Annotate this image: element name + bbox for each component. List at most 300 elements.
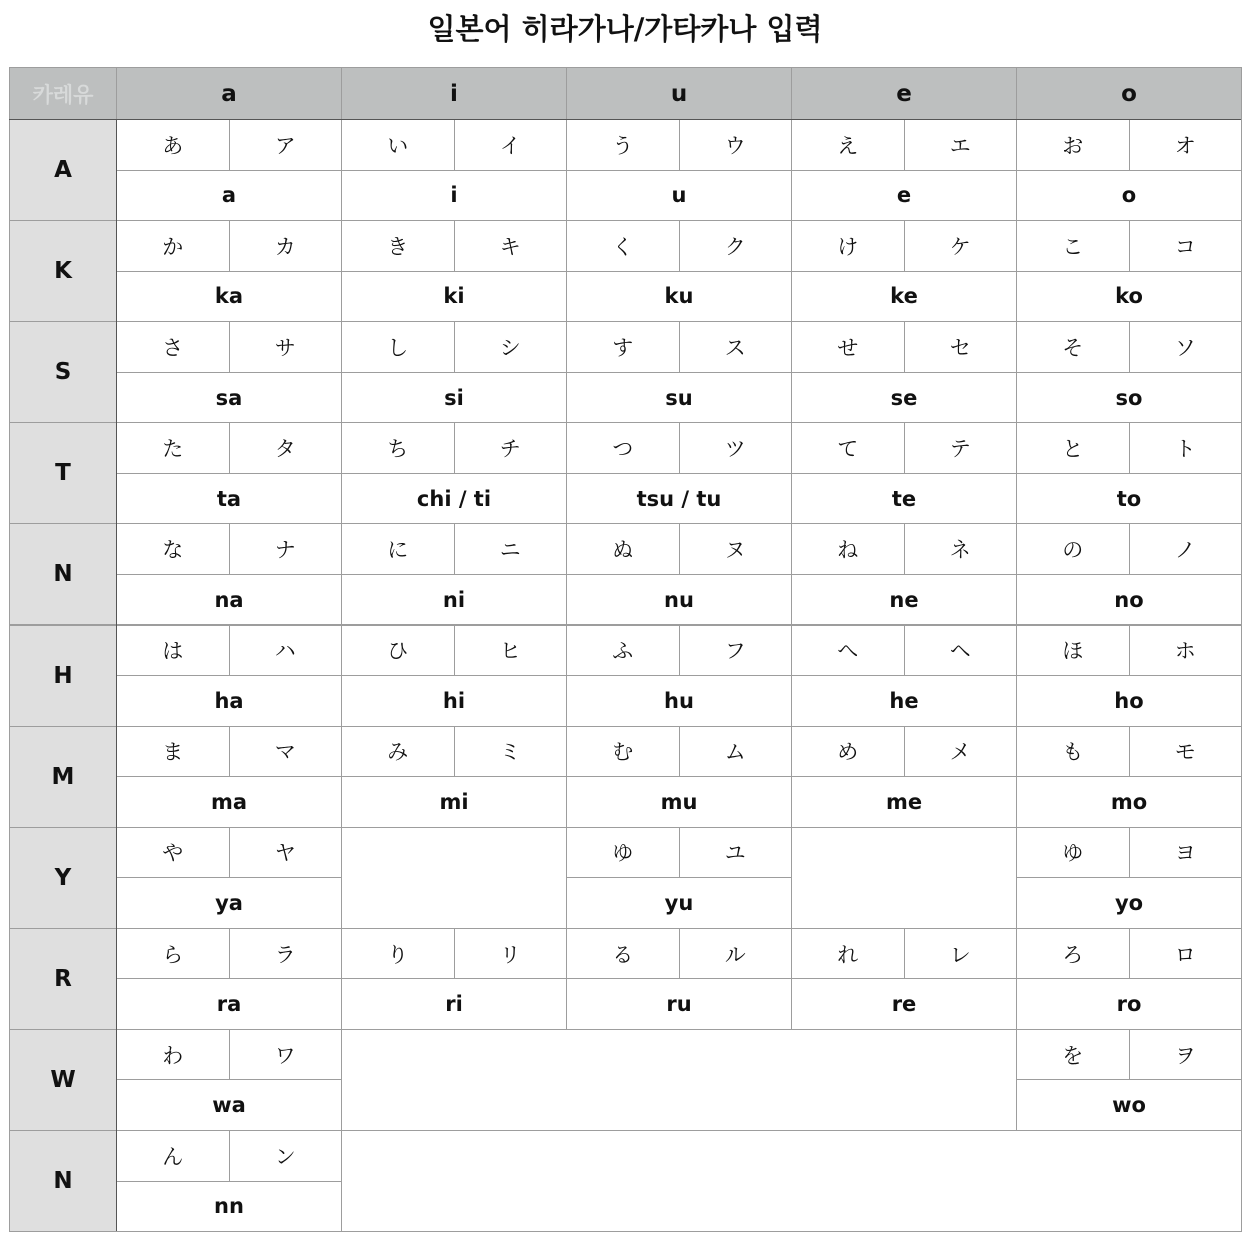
romaji-cell xyxy=(1016,473,1242,525)
katakana-cell-text: ノ xyxy=(1174,538,1196,563)
katakana-cell xyxy=(1129,625,1243,677)
row-label-text: S xyxy=(54,359,72,386)
hiragana-cell xyxy=(1016,827,1130,879)
katakana-cell xyxy=(1129,827,1243,879)
hiragana-cell xyxy=(116,1029,230,1081)
hiragana-cell-text: さ xyxy=(162,335,184,360)
romaji-cell-text: to xyxy=(1116,486,1142,511)
romaji-cell-text: te xyxy=(891,486,917,511)
romaji-cell xyxy=(1016,776,1242,828)
hiragana-cell xyxy=(566,726,680,778)
hiragana-cell-text: す xyxy=(612,335,634,360)
hiragana-cell-text: こ xyxy=(1062,234,1084,259)
empty-cell xyxy=(341,1130,1242,1232)
romaji-cell xyxy=(116,372,342,424)
romaji-cell xyxy=(791,372,1017,424)
romaji-cell-text: ru xyxy=(666,992,692,1017)
hiragana-cell xyxy=(116,928,230,980)
katakana-cell-text: マ xyxy=(274,740,296,765)
hiragana-cell-text: む xyxy=(612,740,634,765)
romaji-cell-text: ro xyxy=(1116,992,1142,1017)
katakana-cell-text: セ xyxy=(949,335,971,360)
romaji-cell xyxy=(341,473,567,525)
label-column-divider xyxy=(116,119,117,1231)
hiragana-cell-text: も xyxy=(1062,740,1084,765)
katakana-cell xyxy=(454,422,568,474)
katakana-cell-text: メ xyxy=(949,740,971,765)
romaji-cell xyxy=(116,473,342,525)
romaji-cell xyxy=(791,574,1017,626)
romaji-cell xyxy=(566,170,792,222)
column-header-a-text: a xyxy=(221,80,237,107)
katakana-cell-text: ホ xyxy=(1174,639,1196,664)
romaji-cell-text: nn xyxy=(214,1194,244,1219)
row-label xyxy=(9,220,117,322)
hiragana-cell-text: け xyxy=(837,234,859,259)
hiragana-cell xyxy=(1016,321,1130,373)
row-label xyxy=(9,321,117,423)
hiragana-cell xyxy=(1016,928,1130,980)
romaji-cell-text: so xyxy=(1115,385,1143,410)
kana-input-table xyxy=(9,67,1242,1231)
romaji-cell xyxy=(791,675,1017,727)
romaji-cell xyxy=(566,372,792,424)
romaji-cell-text: ke xyxy=(890,284,918,309)
katakana-cell-text: イ xyxy=(499,133,521,158)
hiragana-cell xyxy=(791,523,905,575)
column-header-i xyxy=(341,67,567,120)
katakana-cell-text: ル xyxy=(724,942,746,967)
katakana-cell xyxy=(1129,119,1243,171)
hiragana-cell-text: ゆ xyxy=(612,841,634,866)
hiragana-cell-text: ま xyxy=(162,740,184,765)
row-label xyxy=(9,1029,117,1131)
row-label xyxy=(9,928,117,1030)
katakana-cell xyxy=(904,523,1018,575)
empty-cell xyxy=(341,827,567,929)
romaji-cell xyxy=(566,978,792,1030)
romaji-cell-text: mo xyxy=(1110,789,1148,814)
katakana-cell xyxy=(1129,1029,1243,1081)
katakana-cell-text: ヤ xyxy=(274,841,296,866)
romaji-cell xyxy=(1016,675,1242,727)
corner-header-text: 카레유 xyxy=(32,82,94,107)
hiragana-cell xyxy=(566,119,680,171)
hiragana-cell xyxy=(791,119,905,171)
katakana-cell xyxy=(229,1029,343,1081)
katakana-cell-text: ヌ xyxy=(724,538,746,563)
hiragana-cell-text: と xyxy=(1062,437,1084,462)
katakana-cell xyxy=(454,220,568,272)
romaji-cell xyxy=(116,776,342,828)
column-header-u-text: u xyxy=(670,80,688,107)
katakana-cell xyxy=(1129,422,1243,474)
hiragana-cell-text: ん xyxy=(162,1144,184,1169)
hiragana-cell-text: い xyxy=(387,133,409,158)
katakana-cell xyxy=(454,119,568,171)
hiragana-cell-text: せ xyxy=(837,335,859,360)
corner-header xyxy=(9,67,117,120)
empty-cell xyxy=(341,1029,1017,1131)
hiragana-cell-text: な xyxy=(162,538,184,563)
hiragana-cell-text: つ xyxy=(612,437,634,462)
katakana-cell xyxy=(904,422,1018,474)
hiragana-cell-text: ほ xyxy=(1062,639,1084,664)
katakana-cell-text: ヘ xyxy=(949,639,971,664)
romaji-cell-text: yo xyxy=(1114,891,1144,916)
row-label xyxy=(9,523,117,625)
romaji-cell-text: me xyxy=(885,789,923,814)
romaji-cell-text: na xyxy=(214,587,244,612)
hiragana-cell-text: お xyxy=(1062,133,1084,158)
katakana-cell-text: レ xyxy=(949,942,971,967)
katakana-cell xyxy=(904,928,1018,980)
hiragana-cell-text: を xyxy=(1062,1043,1084,1068)
hiragana-cell-text: や xyxy=(162,841,184,866)
hiragana-cell xyxy=(341,422,455,474)
katakana-cell xyxy=(454,523,568,575)
katakana-cell xyxy=(904,321,1018,373)
romaji-cell xyxy=(566,877,792,929)
katakana-cell-text: エ xyxy=(949,133,971,158)
romaji-cell xyxy=(116,978,342,1030)
katakana-cell-text: ヒ xyxy=(499,639,521,664)
empty-cell xyxy=(791,827,1017,929)
romaji-cell xyxy=(116,271,342,323)
hiragana-cell xyxy=(566,625,680,677)
katakana-cell xyxy=(679,321,793,373)
hiragana-cell-text: は xyxy=(162,639,184,664)
romaji-cell-text: ha xyxy=(214,688,244,713)
katakana-cell xyxy=(679,523,793,575)
romaji-cell-text: he xyxy=(889,688,919,713)
romaji-cell-text: e xyxy=(896,183,912,208)
row-label-text: R xyxy=(54,965,72,992)
romaji-cell-text: ta xyxy=(216,486,242,511)
hiragana-cell-text: か xyxy=(162,234,184,259)
row-label xyxy=(9,726,117,828)
romaji-cell-text: ma xyxy=(210,789,248,814)
katakana-cell-text: ケ xyxy=(949,234,971,259)
hiragana-cell-text: し xyxy=(387,335,409,360)
hiragana-cell xyxy=(341,220,455,272)
hiragana-cell xyxy=(791,625,905,677)
katakana-cell-text: ソ xyxy=(1174,335,1196,360)
hiragana-cell xyxy=(1016,1029,1130,1081)
katakana-cell xyxy=(229,1130,343,1182)
katakana-cell-text: ニ xyxy=(499,538,521,563)
hiragana-cell-text: ゆ xyxy=(1062,841,1084,866)
katakana-cell-text: チ xyxy=(499,437,521,462)
katakana-cell-text: ワ xyxy=(274,1043,296,1068)
column-header-a xyxy=(116,67,342,120)
romaji-cell-text: mu xyxy=(660,789,698,814)
hiragana-cell xyxy=(566,523,680,575)
row-label-text: N xyxy=(53,1168,73,1195)
katakana-cell xyxy=(229,625,343,677)
hiragana-cell-text: た xyxy=(162,437,184,462)
hiragana-cell xyxy=(341,321,455,373)
hiragana-cell-text: あ xyxy=(162,133,184,158)
row-label xyxy=(9,1130,117,1232)
hiragana-cell-text: ふ xyxy=(612,639,634,664)
katakana-cell xyxy=(229,928,343,980)
romaji-cell xyxy=(566,271,792,323)
row-label-text: N xyxy=(53,561,73,588)
column-header-o-text: o xyxy=(1121,80,1137,107)
katakana-cell-text: カ xyxy=(274,234,296,259)
romaji-cell-text: wa xyxy=(212,1093,246,1118)
romaji-cell xyxy=(341,372,567,424)
romaji-cell-text: hu xyxy=(664,688,694,713)
row-label-text: M xyxy=(51,763,75,790)
romaji-cell xyxy=(341,170,567,222)
romaji-cell-text: ni xyxy=(442,587,466,612)
katakana-cell-text: オ xyxy=(1174,133,1196,158)
hiragana-cell xyxy=(341,625,455,677)
row-label-text: Y xyxy=(54,864,72,891)
row-label xyxy=(9,625,117,727)
hiragana-cell-text: み xyxy=(387,740,409,765)
katakana-cell xyxy=(679,625,793,677)
romaji-cell-text: o xyxy=(1121,183,1137,208)
romaji-cell-text: mi xyxy=(439,789,469,814)
katakana-cell-text: ウ xyxy=(724,133,746,158)
hiragana-cell xyxy=(116,625,230,677)
katakana-cell xyxy=(1129,220,1243,272)
hiragana-cell-text: き xyxy=(387,234,409,259)
romaji-cell xyxy=(116,170,342,222)
romaji-cell xyxy=(1016,978,1242,1030)
katakana-cell xyxy=(679,119,793,171)
romaji-cell-text: si xyxy=(444,385,464,410)
romaji-cell-text: ki xyxy=(443,284,465,309)
romaji-cell xyxy=(341,574,567,626)
romaji-cell xyxy=(116,574,342,626)
hiragana-cell-text: の xyxy=(1062,538,1084,563)
katakana-cell-text: ロ xyxy=(1174,942,1196,967)
katakana-cell xyxy=(1129,321,1243,373)
katakana-cell-text: リ xyxy=(499,942,521,967)
hiragana-cell-text: ち xyxy=(387,437,409,462)
hiragana-cell-text: ら xyxy=(162,942,184,967)
romaji-cell xyxy=(341,776,567,828)
katakana-cell-text: ハ xyxy=(274,639,296,664)
hiragana-cell-text: へ xyxy=(837,639,859,664)
hiragana-cell xyxy=(791,422,905,474)
hiragana-cell xyxy=(116,726,230,778)
romaji-cell xyxy=(1016,372,1242,424)
hiragana-cell-text: ね xyxy=(837,538,859,563)
katakana-cell-text: コ xyxy=(1174,234,1196,259)
column-header-e-text: e xyxy=(896,80,912,107)
katakana-cell xyxy=(679,928,793,980)
hiragana-cell-text: わ xyxy=(162,1043,184,1068)
row-label-text: T xyxy=(55,460,71,487)
romaji-cell-text: ri xyxy=(445,992,463,1017)
hiragana-cell xyxy=(1016,220,1130,272)
romaji-cell-text: u xyxy=(671,183,687,208)
column-header-i-text: i xyxy=(450,80,458,107)
katakana-cell-text: ツ xyxy=(724,437,746,462)
katakana-cell xyxy=(229,827,343,879)
hiragana-cell xyxy=(116,220,230,272)
romaji-cell xyxy=(1016,170,1242,222)
hiragana-cell xyxy=(116,119,230,171)
katakana-cell-text: ヨ xyxy=(1174,841,1196,866)
hiragana-cell xyxy=(116,1130,230,1182)
hiragana-cell xyxy=(341,928,455,980)
romaji-cell xyxy=(1016,1079,1242,1131)
romaji-cell xyxy=(791,271,1017,323)
row-label-text: A xyxy=(54,157,72,184)
katakana-cell-text: ン xyxy=(274,1144,296,1169)
romaji-cell xyxy=(341,271,567,323)
hiragana-cell xyxy=(566,321,680,373)
katakana-cell xyxy=(229,321,343,373)
katakana-cell xyxy=(904,625,1018,677)
hiragana-cell xyxy=(1016,523,1130,575)
hiragana-cell xyxy=(116,422,230,474)
katakana-cell-text: ラ xyxy=(274,942,296,967)
hiragana-cell-text: う xyxy=(612,133,634,158)
romaji-cell-text: a xyxy=(221,183,237,208)
katakana-cell xyxy=(1129,928,1243,980)
hiragana-cell xyxy=(566,928,680,980)
hiragana-cell xyxy=(341,119,455,171)
katakana-cell-text: ム xyxy=(724,740,746,765)
katakana-cell xyxy=(904,220,1018,272)
romaji-cell xyxy=(341,978,567,1030)
hiragana-cell-text: る xyxy=(612,942,634,967)
hiragana-cell xyxy=(1016,726,1130,778)
page-title: 일본어 히라가나/가타카나 입력 xyxy=(427,12,823,46)
katakana-cell-text: シ xyxy=(499,335,521,360)
column-header-u xyxy=(566,67,792,120)
romaji-cell xyxy=(1016,271,1242,323)
romaji-cell-text: ka xyxy=(214,284,244,309)
katakana-cell xyxy=(229,726,343,778)
katakana-cell-text: フ xyxy=(724,639,746,664)
romaji-cell xyxy=(791,170,1017,222)
katakana-cell xyxy=(904,726,1018,778)
hiragana-cell xyxy=(1016,422,1130,474)
katakana-cell-text: タ xyxy=(274,437,296,462)
romaji-cell-text: no xyxy=(1114,587,1144,612)
romaji-cell xyxy=(791,473,1017,525)
katakana-cell-text: ス xyxy=(724,335,746,360)
romaji-cell-text: ho xyxy=(1114,688,1144,713)
hiragana-cell-text: く xyxy=(612,234,634,259)
hiragana-cell xyxy=(791,220,905,272)
row-label xyxy=(9,827,117,929)
romaji-cell-text: ra xyxy=(216,992,242,1017)
romaji-cell-text: ku xyxy=(664,284,694,309)
katakana-cell xyxy=(454,625,568,677)
romaji-cell xyxy=(791,978,1017,1030)
katakana-cell-text: ク xyxy=(724,234,746,259)
katakana-cell-text: ト xyxy=(1174,437,1196,462)
hiragana-cell-text: て xyxy=(837,437,859,462)
romaji-cell xyxy=(566,473,792,525)
romaji-cell-text: su xyxy=(665,385,693,410)
romaji-cell-text: yu xyxy=(664,891,694,916)
katakana-cell-text: モ xyxy=(1174,740,1196,765)
katakana-cell xyxy=(679,422,793,474)
romaji-cell xyxy=(116,675,342,727)
katakana-cell xyxy=(679,827,793,879)
katakana-cell xyxy=(1129,523,1243,575)
katakana-cell xyxy=(904,119,1018,171)
romaji-cell-text: ko xyxy=(1115,284,1143,309)
katakana-cell xyxy=(679,726,793,778)
hiragana-cell-text: れ xyxy=(837,942,859,967)
romaji-cell-text: ne xyxy=(889,587,919,612)
romaji-cell xyxy=(566,675,792,727)
hiragana-cell-text: ぬ xyxy=(612,538,634,563)
katakana-cell-text: ナ xyxy=(274,538,296,563)
romaji-cell-text: re xyxy=(891,992,917,1017)
katakana-cell xyxy=(679,220,793,272)
row-label-text: H xyxy=(53,662,73,689)
hiragana-cell xyxy=(116,523,230,575)
romaji-cell xyxy=(566,776,792,828)
hiragana-cell xyxy=(566,220,680,272)
romaji-cell-text: chi / ti xyxy=(416,486,492,511)
hiragana-cell-text: そ xyxy=(1062,335,1084,360)
hiragana-cell xyxy=(791,928,905,980)
header-divider xyxy=(9,119,1241,120)
romaji-cell-text: wo xyxy=(1112,1093,1146,1118)
katakana-cell xyxy=(454,928,568,980)
romaji-cell xyxy=(791,776,1017,828)
romaji-cell xyxy=(341,675,567,727)
hiragana-cell xyxy=(566,827,680,879)
katakana-cell-text: ヲ xyxy=(1174,1043,1196,1068)
katakana-cell xyxy=(229,422,343,474)
hiragana-cell xyxy=(341,523,455,575)
hiragana-cell xyxy=(1016,625,1130,677)
katakana-cell-text: サ xyxy=(274,335,296,360)
row-label-text: W xyxy=(50,1066,76,1093)
katakana-cell-text: ミ xyxy=(499,740,521,765)
katakana-cell xyxy=(454,726,568,778)
hiragana-cell-text: え xyxy=(837,133,859,158)
row-label xyxy=(9,422,117,524)
romaji-cell xyxy=(1016,574,1242,626)
hiragana-cell-text: り xyxy=(387,942,409,967)
romaji-cell-text: i xyxy=(450,183,458,208)
hiragana-cell xyxy=(116,827,230,879)
katakana-cell-text: キ xyxy=(499,234,521,259)
hiragana-cell-text: め xyxy=(837,740,859,765)
romaji-cell xyxy=(566,574,792,626)
romaji-cell-text: hi xyxy=(442,688,466,713)
katakana-cell xyxy=(229,523,343,575)
romaji-cell-text: nu xyxy=(664,587,694,612)
romaji-cell-text: sa xyxy=(215,385,243,410)
romaji-cell-text: se xyxy=(890,385,918,410)
katakana-cell xyxy=(1129,726,1243,778)
hiragana-cell-text: ろ xyxy=(1062,942,1084,967)
katakana-cell xyxy=(229,220,343,272)
katakana-cell xyxy=(229,119,343,171)
hiragana-cell xyxy=(791,726,905,778)
katakana-cell xyxy=(454,321,568,373)
romaji-cell-text: tsu / tu xyxy=(636,486,722,511)
hiragana-cell xyxy=(1016,119,1130,171)
row-label xyxy=(9,119,117,221)
